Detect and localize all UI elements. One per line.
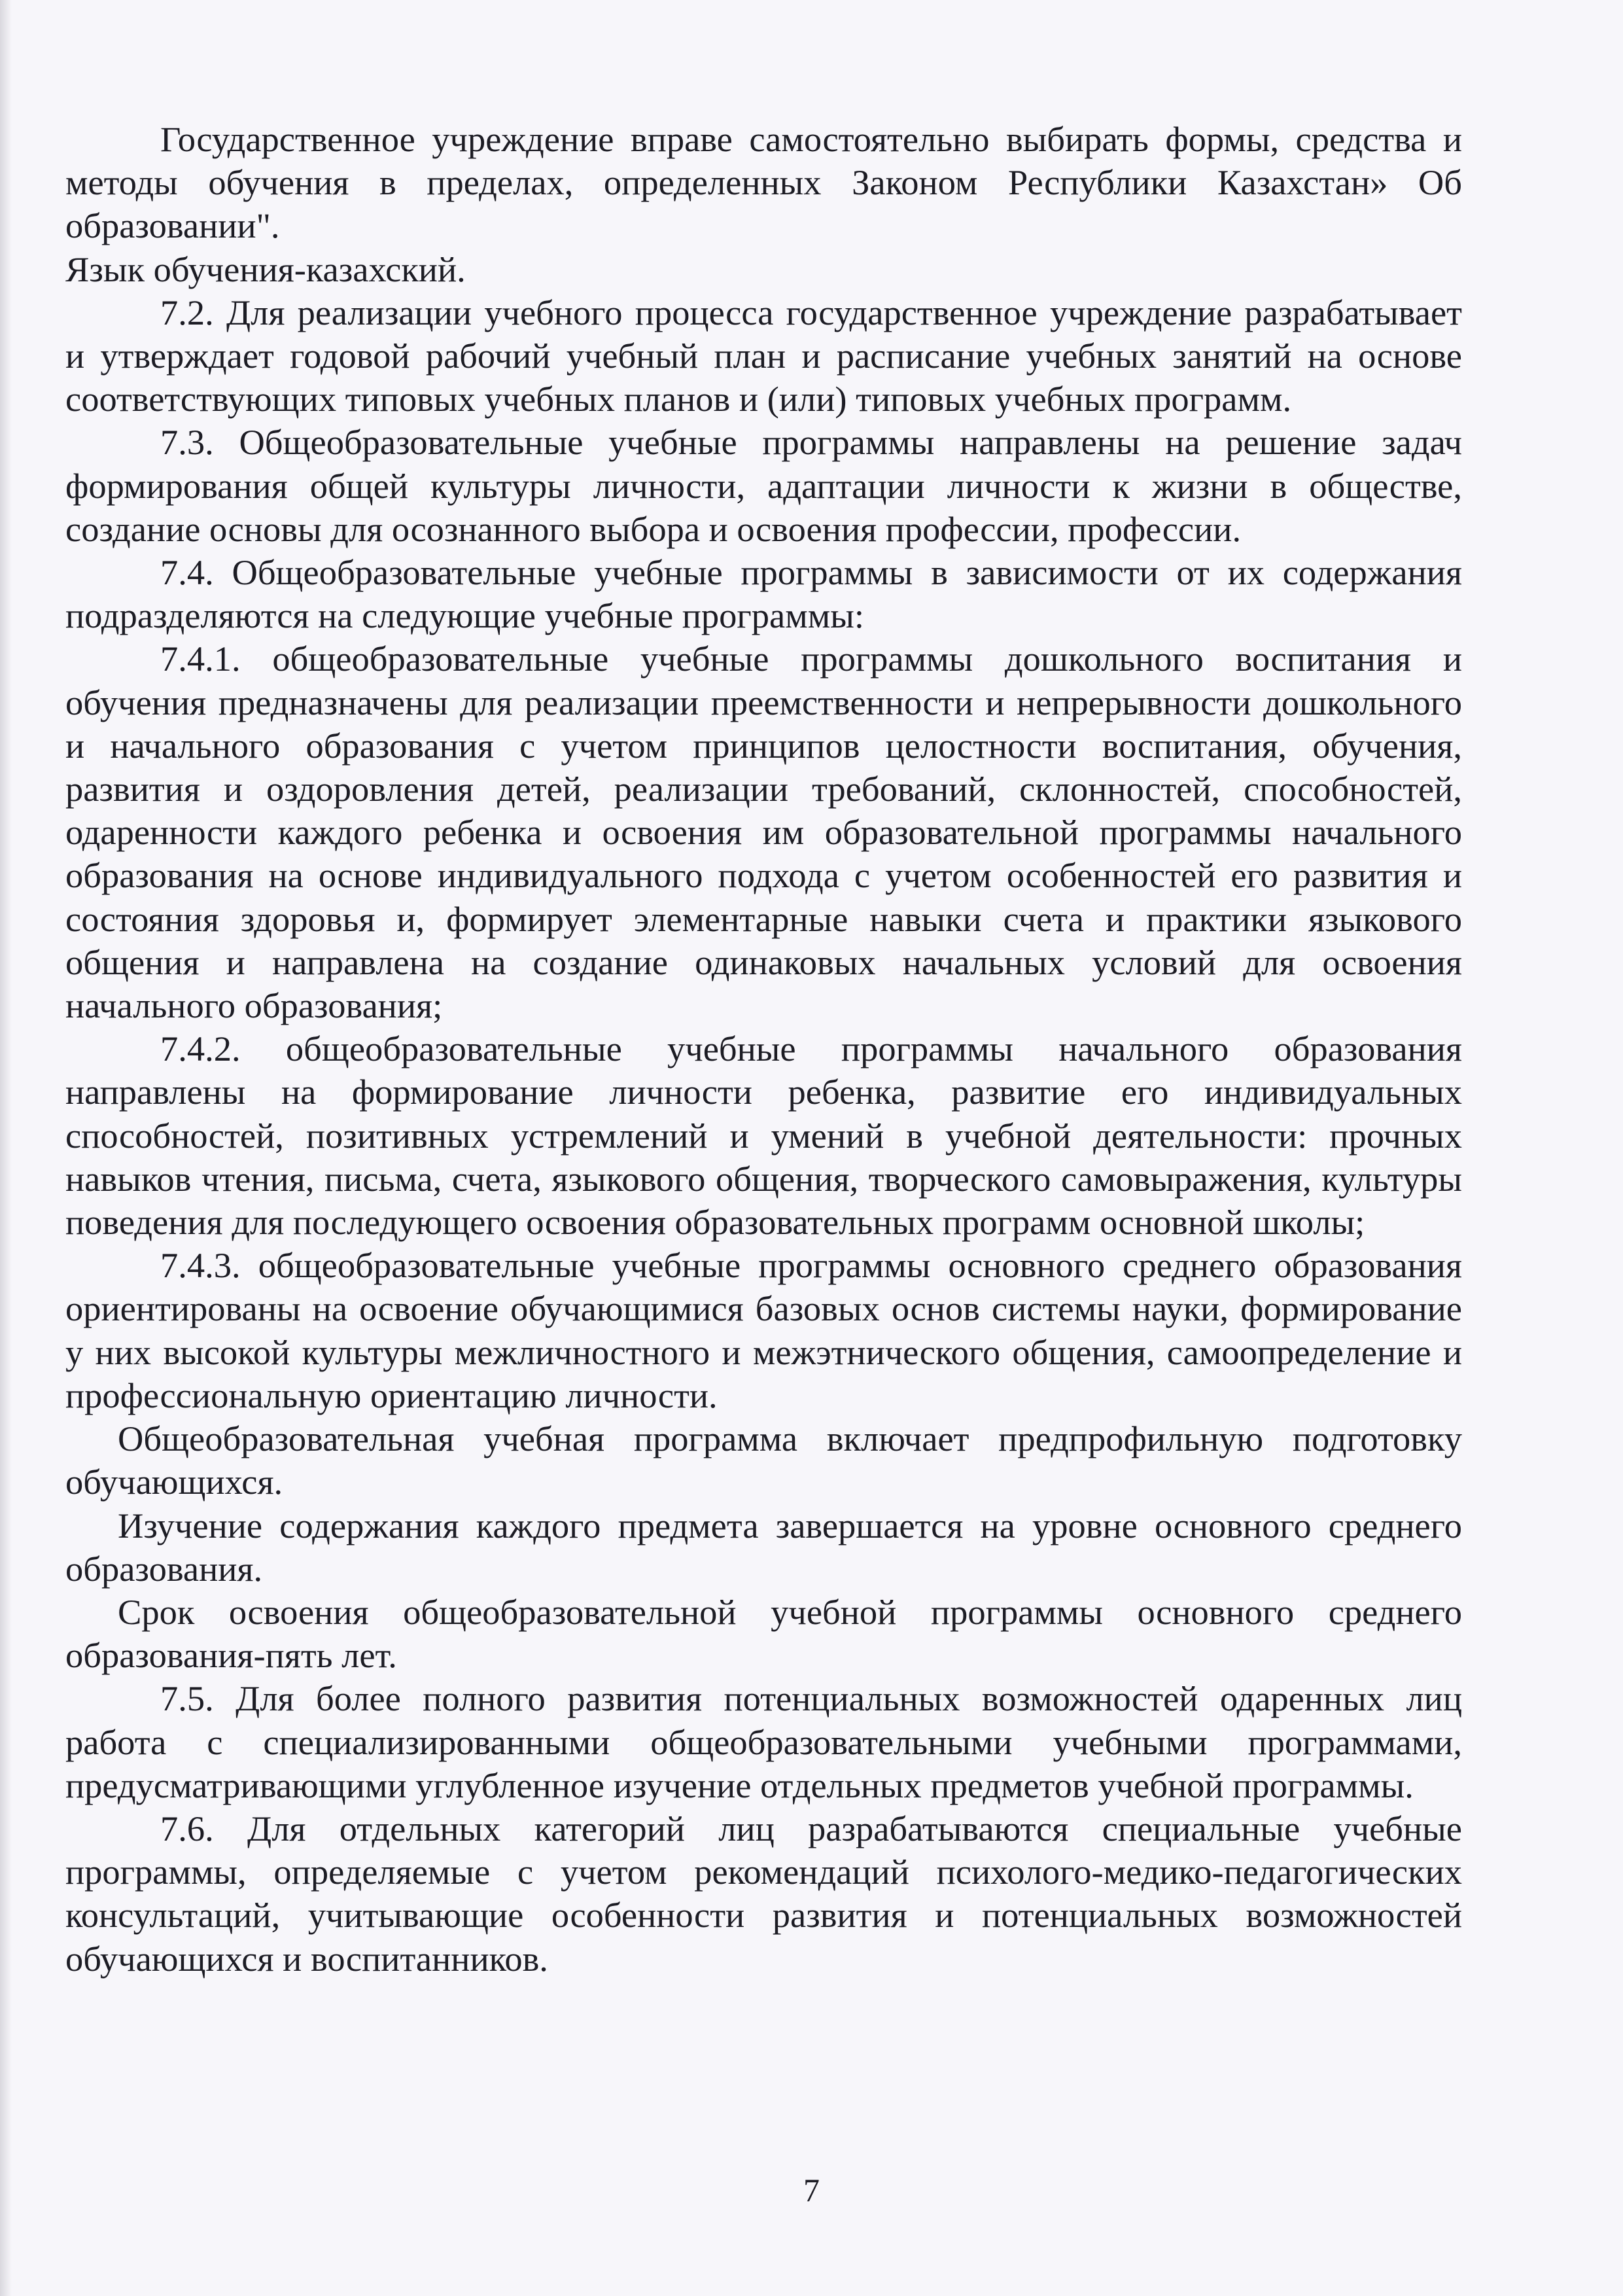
paragraph-language: Язык обучения-казахский. (65, 249, 466, 289)
paragraph-duration: Срок освоения общеобразовательной учебной программы основного среднего образования-пять лет. (65, 1591, 1462, 1676)
paragraph-subject-study: Изучение содержания каждого предмета завершается на уровне основного среднего образования. (65, 1505, 1462, 1589)
paragraph-7-2: 7.2. Для реализации учебного процесса государственное учреждение разрабатывает и утверждает годовой рабочий учебный план и расписание учебных занятий на основе соответствующих типовых учебных планов и (или) типовых учебных программ. (65, 292, 1462, 419)
page-number: 7 (803, 2172, 820, 2208)
paragraph-preprofile: Общеобразовательная учебная программа включает предпрофильную подготовку обучающихся. (65, 1419, 1462, 1502)
paragraph-7-4-3: 7.4.3. общеобразовательные учебные программы основного среднего образования ориентированы на освоение обучающимися базовых основ системы науки, формирование у них высокой культуры межличностного и межэтнического общения, самоопределение и профессиональную ориентацию личности. (65, 1245, 1462, 1415)
paragraph-7-3: 7.3. Общеобразовательные учебные программы направлены на решение задач формирования общей культуры личности, адаптации личности к жизни в обществе, создание основы для осознанного выбора и освоения профессии, профессии. (65, 422, 1462, 549)
paragraph-7-4-1: 7.4.1. общеобразовательные учебные программы дошкольного воспитания и обучения предназначены для реализации преемственности и непрерывности дошкольного и начального образования с учетом принципов целостности воспитания, обучения, развития и оздоровления детей, реализации требований, склонностей, способностей, одаренности каждого ребенка и освоения им образовательной программы начального образования на основе индивидуального подхода с учетом особенностей его развития и состояния здоровья и, формирует элементарные навыки счета и практики языкового общения и направлена на создание одинаковых начальных условий для освоения начального образования; (65, 639, 1462, 1026)
paragraph-7-4: 7.4. Общеобразовательные учебные программы в зависимости от их содержания подразделяются на следующие учебные программы: (65, 552, 1462, 636)
scan-edge-shadow (0, 0, 12, 2296)
paragraph: Государственное учреждение вправе самостоятельно выбирать формы, средства и методы обучения в пределах, определенных Законом Республики Казахстан» Об образовании". (65, 119, 1462, 246)
paragraph-7-4-2: 7.4.2. общеобразовательные учебные программы начального образования направлены на формирование личности ребенка, развитие его индивидуальных способностей, позитивных устремлений и умений в учебной деятельности: прочных навыков чтения, письма, счета, языкового общения, творческого самовыражения, культуры поведения для последующего освоения образовательных программ основной школы; (65, 1029, 1462, 1243)
paragraph-7-5: 7.5. Для более полного развития потенциальных возможностей одаренных лиц работа с специализированными общеобразовательными учебными программами, предусматривающими углубленное изучение отдельных предметов учебной программы. (65, 1678, 1462, 1805)
paragraph-7-6: 7.6. Для отдельных категорий лиц разрабатываются специальные учебные программы, определяемые с учетом рекомендаций психолого-медико-педагогических консультаций, учитывающие особенности развития и потенциальных возможностей обучающихся и воспитанников. (65, 1808, 1462, 1979)
document-body (65, 118, 1462, 1981)
